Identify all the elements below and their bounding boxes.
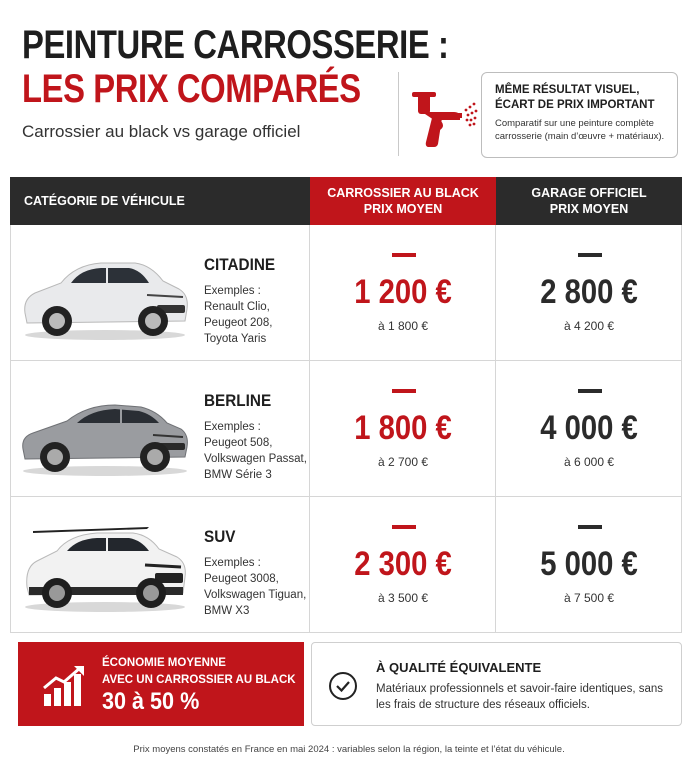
footnote: Prix moyens constatés en France en mai 2024 : variables selon la région, la teinte et l’état du véhicule.	[133, 744, 565, 755]
example-item: Volkswagen Passat,	[204, 453, 307, 465]
example-item: Peugeot 3008,	[204, 573, 279, 585]
black-price: 1 800 €	[354, 409, 452, 447]
example-item: Renault Clio,	[204, 301, 270, 313]
category-cell	[10, 225, 310, 361]
header-category: CATÉGORIE DE VÉHICULE	[10, 177, 310, 225]
header-official	[496, 177, 682, 225]
hatchback-car-icon	[17, 243, 191, 343]
black-price-range: à 3 500 €	[377, 591, 429, 605]
header-black-line2: PRIX MOYEN	[363, 202, 443, 216]
page-title-line1: PEINTURE CARROSSERIE :	[22, 23, 449, 67]
example-item: Volkswagen Tiguan,	[204, 589, 307, 601]
black-price-range: à 1 800 €	[377, 319, 429, 333]
header-black-market	[310, 177, 496, 225]
savings-percent: 30 à 50 %	[102, 688, 200, 715]
info-description: Comparatif sur une peinture complète carrosserie (main d’œuvre + matériaux).	[495, 118, 665, 142]
official-price-range: à 7 500 €	[563, 591, 615, 605]
savings-box	[18, 642, 304, 726]
category-examples	[204, 419, 309, 483]
black-price-cell	[310, 225, 496, 361]
black-price-cell	[310, 497, 496, 633]
price-dash	[392, 525, 416, 529]
example-item: Peugeot 508,	[204, 437, 273, 449]
check-circle-icon	[328, 671, 358, 701]
header-divider	[398, 72, 399, 156]
bar-chart-growth-icon	[42, 664, 86, 706]
page-title-line2: LES PRIX COMPARÉS	[22, 67, 361, 111]
sedan-car-icon	[17, 379, 191, 479]
category-cell	[10, 497, 310, 633]
official-price: 4 000 €	[540, 409, 638, 447]
example-item: BMW X3	[204, 605, 250, 617]
black-price: 1 200 €	[354, 273, 452, 311]
official-price: 2 800 €	[540, 273, 638, 311]
info-title-line2: ÉCART DE PRIX IMPORTANT	[495, 99, 655, 111]
savings-line2: AVEC UN CARROSSIER AU BLACK	[102, 674, 296, 686]
table-header	[10, 177, 682, 225]
header	[0, 0, 698, 175]
header-official-line2: PRIX MOYEN	[549, 202, 629, 216]
black-price: 2 300 €	[354, 545, 452, 583]
category-cell	[10, 361, 310, 497]
table-row	[10, 497, 682, 633]
suv-car-icon	[17, 515, 191, 615]
price-dash	[578, 525, 602, 529]
examples-label: Exemples :	[204, 557, 261, 569]
page-subtitle: Carrossier au black vs garage officiel	[22, 122, 301, 141]
examples-label: Exemples :	[204, 421, 261, 433]
example-item: Toyota Yaris	[204, 333, 267, 345]
savings-line1: ÉCONOMIE MOYENNE	[102, 657, 226, 669]
quality-box	[311, 642, 682, 726]
official-price-cell	[496, 497, 682, 633]
header-black-line1: CARROSSIER AU BLACK	[327, 186, 479, 200]
table-row	[10, 361, 682, 497]
quality-title: À QUALITÉ ÉQUIVALENTE	[376, 660, 542, 675]
category-name: CITADINE	[204, 255, 276, 274]
price-dash	[578, 253, 602, 257]
official-price-cell	[496, 361, 682, 497]
black-price-cell	[310, 361, 496, 497]
category-examples	[204, 283, 309, 347]
category-examples	[204, 555, 309, 619]
black-price-range: à 2 700 €	[377, 455, 429, 469]
official-price-cell	[496, 225, 682, 361]
price-dash	[578, 389, 602, 393]
official-price-range: à 4 200 €	[563, 319, 615, 333]
official-price-range: à 6 000 €	[563, 455, 615, 469]
example-item: BMW Série 3	[204, 469, 272, 481]
table-row	[10, 225, 682, 361]
spray-gun-icon	[410, 82, 478, 148]
header-official-line1: GARAGE OFFICIEL	[531, 186, 647, 200]
quality-description: Matériaux professionnels et savoir-faire identiques, sans les frais de structure des réseaux officiels.	[376, 683, 664, 711]
category-name: SUV	[204, 527, 236, 546]
info-box	[481, 72, 678, 158]
example-item: Peugeot 208,	[204, 317, 273, 329]
price-dash	[392, 389, 416, 393]
examples-label: Exemples :	[204, 285, 261, 297]
price-dash	[392, 253, 416, 257]
info-title-line1: MÊME RÉSULTAT VISUEL,	[495, 84, 640, 96]
category-name: BERLINE	[204, 391, 272, 410]
official-price: 5 000 €	[540, 545, 638, 583]
